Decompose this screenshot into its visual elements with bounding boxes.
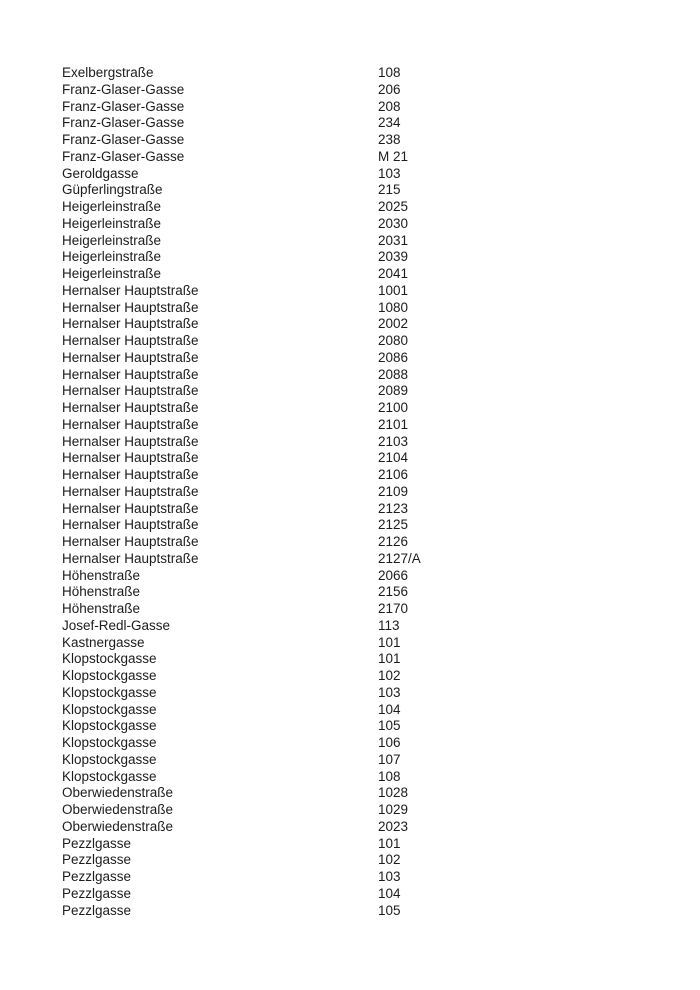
street-name: Kastnergasse xyxy=(62,634,145,650)
list-row xyxy=(62,182,421,199)
house-number: 2103 xyxy=(378,433,409,449)
list-row xyxy=(62,467,421,484)
street-name: Josef-Redl-Gasse xyxy=(62,617,171,633)
list-row xyxy=(62,82,421,99)
house-number: 101 xyxy=(378,634,401,650)
house-number: 2030 xyxy=(378,215,409,231)
street-name: Hernalser Hauptstraße xyxy=(62,299,199,315)
list-row xyxy=(62,333,421,350)
street-name: Höhenstraße xyxy=(62,567,141,583)
house-number: 108 xyxy=(378,768,401,784)
house-number: 2002 xyxy=(378,316,409,332)
street-name: Hernalser Hauptstraße xyxy=(62,517,199,533)
street-name: Geroldgasse xyxy=(62,165,139,181)
list-row xyxy=(62,517,421,534)
list-row xyxy=(62,903,421,920)
list-row xyxy=(62,115,421,132)
list-row xyxy=(62,869,421,886)
list-row xyxy=(62,819,421,836)
street-name: Klopstockgasse xyxy=(62,684,157,700)
street-name: Franz-Glaser-Gasse xyxy=(62,81,185,97)
street-name: Klopstockgasse xyxy=(62,751,157,767)
list-row xyxy=(62,484,421,501)
house-number: 234 xyxy=(378,115,401,131)
house-number: 2123 xyxy=(378,500,409,516)
street-name: Hernalser Hauptstraße xyxy=(62,383,199,399)
house-number: 104 xyxy=(378,701,401,717)
list-row xyxy=(62,685,421,702)
street-name: Hernalser Hauptstraße xyxy=(62,416,199,432)
street-name: Exelbergstraße xyxy=(62,65,154,80)
house-number: 2041 xyxy=(378,266,409,281)
list-row xyxy=(62,417,421,434)
list-row xyxy=(62,65,421,82)
list-row xyxy=(62,836,421,853)
list-row xyxy=(62,450,421,467)
list-row xyxy=(62,651,421,668)
street-name: Pezzlgasse xyxy=(62,902,132,918)
house-number: 2080 xyxy=(378,333,409,348)
house-number: 102 xyxy=(378,852,401,868)
house-number: 2100 xyxy=(378,400,409,415)
street-name: Franz-Glaser-Gasse xyxy=(62,98,185,114)
house-number: 101 xyxy=(378,835,401,851)
list-row xyxy=(62,852,421,869)
street-name: Hernalser Hauptstraße xyxy=(62,316,199,332)
list-row xyxy=(62,769,421,786)
house-number: 103 xyxy=(378,684,401,700)
list-row xyxy=(62,400,421,417)
house-number: 2039 xyxy=(378,249,409,265)
street-name: Höhenstraße xyxy=(62,584,141,600)
street-name: Hernalser Hauptstraße xyxy=(62,500,199,516)
house-number: 102 xyxy=(378,668,401,683)
house-number: 238 xyxy=(378,132,401,147)
house-number: M 21 xyxy=(378,148,409,164)
house-number: 2156 xyxy=(378,584,409,600)
house-number: 215 xyxy=(378,182,401,198)
house-number: 2023 xyxy=(378,818,409,834)
list-row xyxy=(62,216,421,233)
house-number: 107 xyxy=(378,751,401,767)
house-number: 2088 xyxy=(378,366,409,382)
street-name: Höhenstraße xyxy=(62,601,141,616)
list-row xyxy=(62,886,421,903)
list-row xyxy=(62,199,421,216)
list-row xyxy=(62,802,421,819)
list-row xyxy=(62,149,421,166)
list-row xyxy=(62,300,421,317)
list-row xyxy=(62,668,421,685)
street-number-list xyxy=(62,65,421,919)
street-name: Franz-Glaser-Gasse xyxy=(62,148,185,164)
list-row xyxy=(62,618,421,635)
list-row xyxy=(62,534,421,551)
street-name: Klopstockgasse xyxy=(62,701,157,717)
list-row xyxy=(62,266,421,283)
street-name: Pezzlgasse xyxy=(62,852,132,868)
house-number: 105 xyxy=(378,902,401,918)
house-number: 2101 xyxy=(378,416,409,432)
street-name: Hernalser Hauptstraße xyxy=(62,467,199,482)
house-number: 2089 xyxy=(378,383,409,399)
street-name: Pezzlgasse xyxy=(62,869,132,884)
street-name: Franz-Glaser-Gasse xyxy=(62,115,185,131)
street-name: Güpferlingstraße xyxy=(62,182,163,198)
house-number: 2109 xyxy=(378,483,409,499)
street-name: Franz-Glaser-Gasse xyxy=(62,132,185,147)
street-name: Hernalser Hauptstraße xyxy=(62,433,199,449)
house-number: 2025 xyxy=(378,199,409,214)
list-row xyxy=(62,702,421,719)
street-name: Heigerleinstraße xyxy=(62,232,162,248)
street-name: Hernalser Hauptstraße xyxy=(62,333,199,348)
house-number: 206 xyxy=(378,81,401,97)
street-name: Heigerleinstraße xyxy=(62,249,162,265)
house-number: 2106 xyxy=(378,467,409,482)
list-row xyxy=(62,551,421,568)
house-number: 2104 xyxy=(378,450,409,466)
house-number: 1001 xyxy=(378,282,409,298)
house-number: 1029 xyxy=(378,802,409,817)
street-name: Heigerleinstraße xyxy=(62,266,162,281)
house-number: 108 xyxy=(378,65,401,80)
house-number: 106 xyxy=(378,735,401,750)
house-number: 1080 xyxy=(378,299,409,315)
list-row xyxy=(62,601,421,618)
list-row xyxy=(62,735,421,752)
house-number: 2126 xyxy=(378,534,409,549)
street-name: Heigerleinstraße xyxy=(62,215,162,231)
house-number: 208 xyxy=(378,98,401,114)
street-name: Pezzlgasse xyxy=(62,835,132,851)
house-number: 2086 xyxy=(378,349,409,365)
street-name: Hernalser Hauptstraße xyxy=(62,366,199,382)
house-number: 2170 xyxy=(378,601,409,616)
house-number: 2127/A xyxy=(378,550,421,566)
list-row xyxy=(62,283,421,300)
list-row xyxy=(62,367,421,384)
list-row xyxy=(62,99,421,116)
street-name: Pezzlgasse xyxy=(62,885,132,901)
list-row xyxy=(62,568,421,585)
list-row xyxy=(62,132,421,149)
street-name: Hernalser Hauptstraße xyxy=(62,282,199,298)
street-name: Oberwiedenstraße xyxy=(62,802,174,817)
street-name: Klopstockgasse xyxy=(62,718,157,734)
list-row xyxy=(62,166,421,183)
list-row xyxy=(62,434,421,451)
house-number: 101 xyxy=(378,651,401,667)
house-number: 103 xyxy=(378,165,401,181)
list-row xyxy=(62,584,421,601)
street-name: Heigerleinstraße xyxy=(62,199,162,214)
street-name: Oberwiedenstraße xyxy=(62,818,174,834)
street-name: Hernalser Hauptstraße xyxy=(62,450,199,466)
house-number: 113 xyxy=(378,617,400,633)
house-number: 104 xyxy=(378,885,401,901)
street-name: Hernalser Hauptstraße xyxy=(62,349,199,365)
list-row xyxy=(62,249,421,266)
list-row xyxy=(62,718,421,735)
house-number: 2125 xyxy=(378,517,409,533)
house-number: 2031 xyxy=(378,232,409,248)
street-name: Klopstockgasse xyxy=(62,651,157,667)
list-row xyxy=(62,501,421,518)
list-row xyxy=(62,316,421,333)
list-row xyxy=(62,383,421,400)
list-row xyxy=(62,350,421,367)
house-number: 2066 xyxy=(378,567,409,583)
street-name: Oberwiedenstraße xyxy=(62,785,174,801)
street-name: Hernalser Hauptstraße xyxy=(62,534,199,549)
house-number: 103 xyxy=(378,869,401,884)
house-number: 105 xyxy=(378,718,401,734)
street-name: Klopstockgasse xyxy=(62,735,157,750)
list-row xyxy=(62,752,421,769)
street-name: Klopstockgasse xyxy=(62,668,157,683)
list-row xyxy=(62,233,421,250)
list-row xyxy=(62,785,421,802)
house-number: 1028 xyxy=(378,785,409,801)
street-name: Hernalser Hauptstraße xyxy=(62,550,199,566)
street-name: Klopstockgasse xyxy=(62,768,157,784)
list-row xyxy=(62,635,421,652)
street-name: Hernalser Hauptstraße xyxy=(62,400,199,415)
street-name: Hernalser Hauptstraße xyxy=(62,483,199,499)
